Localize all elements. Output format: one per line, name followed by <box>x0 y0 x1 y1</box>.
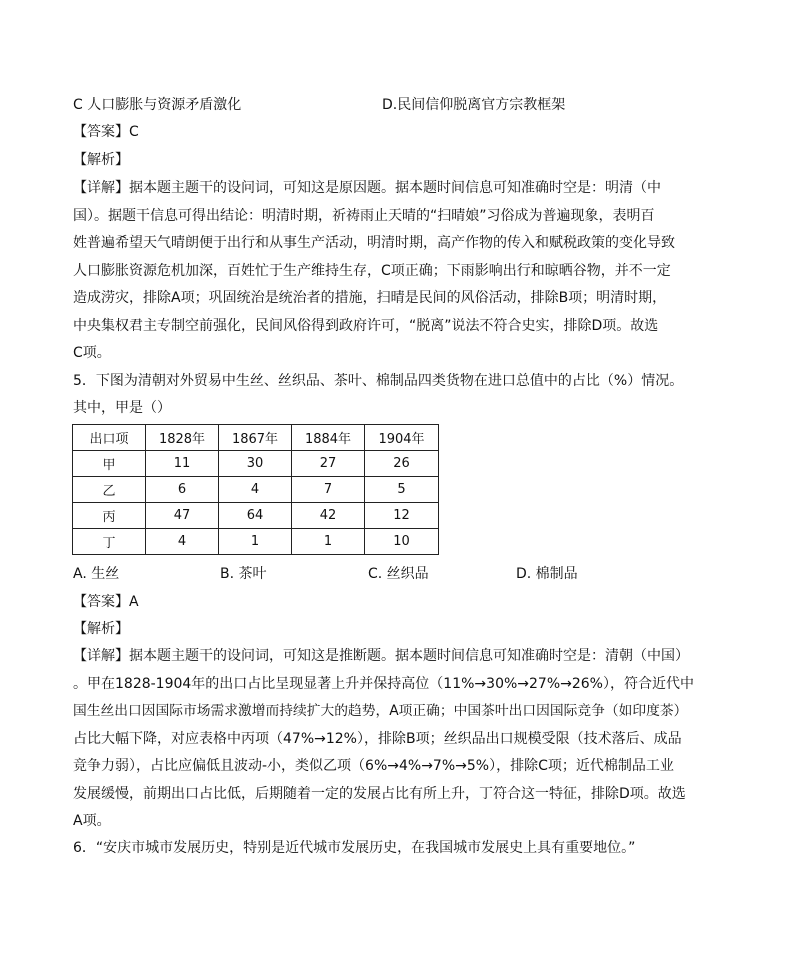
q4-detail-line: 国）。据题干信息可得出结论：明清时期，祈祷雨止天晴的“扫晴娘”习俗成为普遍现象，表明百 <box>73 208 655 224</box>
table-cell: 6 <box>146 477 219 503</box>
table-row <box>73 529 439 555</box>
table-cell: 5 <box>365 477 439 503</box>
table-cell: 64 <box>219 503 292 529</box>
q4-option-c: C 人口膨胀与资源矛盾激化 <box>73 97 242 113</box>
table-cell: 27 <box>292 451 365 477</box>
q4-detail-line: 姓普遍希望天气晴朗便于出行和从事生产活动，明清时期，高产作物的传入和赋税政策的变化导致 <box>73 235 675 251</box>
table-header-cell: 1867年 <box>219 425 292 451</box>
q5-option-b: B. 茶叶 <box>220 566 267 582</box>
table-header-cell: 1884年 <box>292 425 365 451</box>
table-header-row <box>73 425 439 451</box>
export-share-table <box>72 424 439 555</box>
q5-analysis-label: 【解析】 <box>73 621 129 637</box>
q4-detail-line: C项。 <box>73 345 111 361</box>
table-cell: 7 <box>292 477 365 503</box>
table-cell: 4 <box>146 529 219 555</box>
table-header-cell: 出口项 <box>73 425 146 451</box>
table-cell: 丙 <box>73 503 146 529</box>
q5-stem-line: 5．下图为清朝对外贸易中生丝、丝织品、茶叶、棉制品四类货物在进口总值中的占比（%）情况。 <box>73 373 684 389</box>
q4-detail-line: 中央集权君主专制空前强化，民间风俗得到政府许可，“脱离”说法不符合史实，排除D项。故选 <box>73 318 659 334</box>
q5-detail-line: 国生丝出口因国际市场需求激增而持续扩大的趋势，A项正确；中国茶叶出口因国际竞争（如印度茶） <box>73 703 688 719</box>
table-header-cell: 1828年 <box>146 425 219 451</box>
table-cell: 1 <box>219 529 292 555</box>
q4-answer: 【答案】C <box>73 124 139 140</box>
table-cell: 10 <box>365 529 439 555</box>
q4-option-d: D.民间信仰脱离官方宗教框架 <box>382 97 566 113</box>
q5-detail-line: 【详解】据本题主题干的设问词，可知这是推断题。据本题时间信息可知准确时空是：清朝（中国） <box>73 648 689 664</box>
q5-option-d: D. 棉制品 <box>516 566 578 582</box>
q5-detail-line: 竞争力弱），占比应偏低且波动-小，类似乙项（6%→4%→7%→5%），排除C项；近代棉制品工业 <box>73 758 674 774</box>
table-cell: 乙 <box>73 477 146 503</box>
table-row <box>73 503 439 529</box>
table-cell: 甲 <box>73 451 146 477</box>
table-cell: 47 <box>146 503 219 529</box>
q6-stem: 6．“安庆市城市发展历史，特别是近代城市发展历史，在我国城市发展史上具有重要地位。” <box>73 840 636 856</box>
table-cell: 丁 <box>73 529 146 555</box>
table-cell: 11 <box>146 451 219 477</box>
q4-detail-line: 造成涝灾，排除A项；巩固统治是统治者的措施，扫晴是民间的风俗活动，排除B项；明清时期， <box>73 290 667 306</box>
q4-detail-line: 人口膨胀资源危机加深，百姓忙于生产维持生存，C项正确；下雨影响出行和晾晒谷物，并不一定 <box>73 263 671 279</box>
table-cell: 12 <box>365 503 439 529</box>
q5-option-c: C. 丝织品 <box>368 566 429 582</box>
table-cell: 30 <box>219 451 292 477</box>
q5-stem-line: 其中，甲是（） <box>73 400 171 416</box>
table-cell: 26 <box>365 451 439 477</box>
q5-option-a: A. 生丝 <box>73 566 120 582</box>
q4-analysis-label: 【解析】 <box>73 152 129 168</box>
table-cell: 1 <box>292 529 365 555</box>
q5-detail-line: A项。 <box>73 813 111 829</box>
q5-detail-line: 。甲在1828-1904年的出口占比呈现显著上升并保持高位（11%→30%→27%→26%），符合近代中 <box>73 676 694 692</box>
q5-detail-line: 占比大幅下降，对应表格中丙项（47%→12%），排除B项；丝织品出口规模受限（技术落后、成品 <box>73 731 682 747</box>
table-cell: 42 <box>292 503 365 529</box>
table-cell: 4 <box>219 477 292 503</box>
table-row <box>73 451 439 477</box>
q5-answer: 【答案】A <box>73 594 139 610</box>
table-header-cell: 1904年 <box>365 425 439 451</box>
q4-detail-line: 【详解】据本题主题干的设问词，可知这是原因题。据本题时间信息可知准确时空是：明清（中 <box>73 180 661 196</box>
table-row <box>73 477 439 503</box>
q5-detail-line: 发展缓慢，前期出口占比低，后期随着一定的发展占比有所上升，丁符合这一特征，排除D项。故选 <box>73 786 686 802</box>
